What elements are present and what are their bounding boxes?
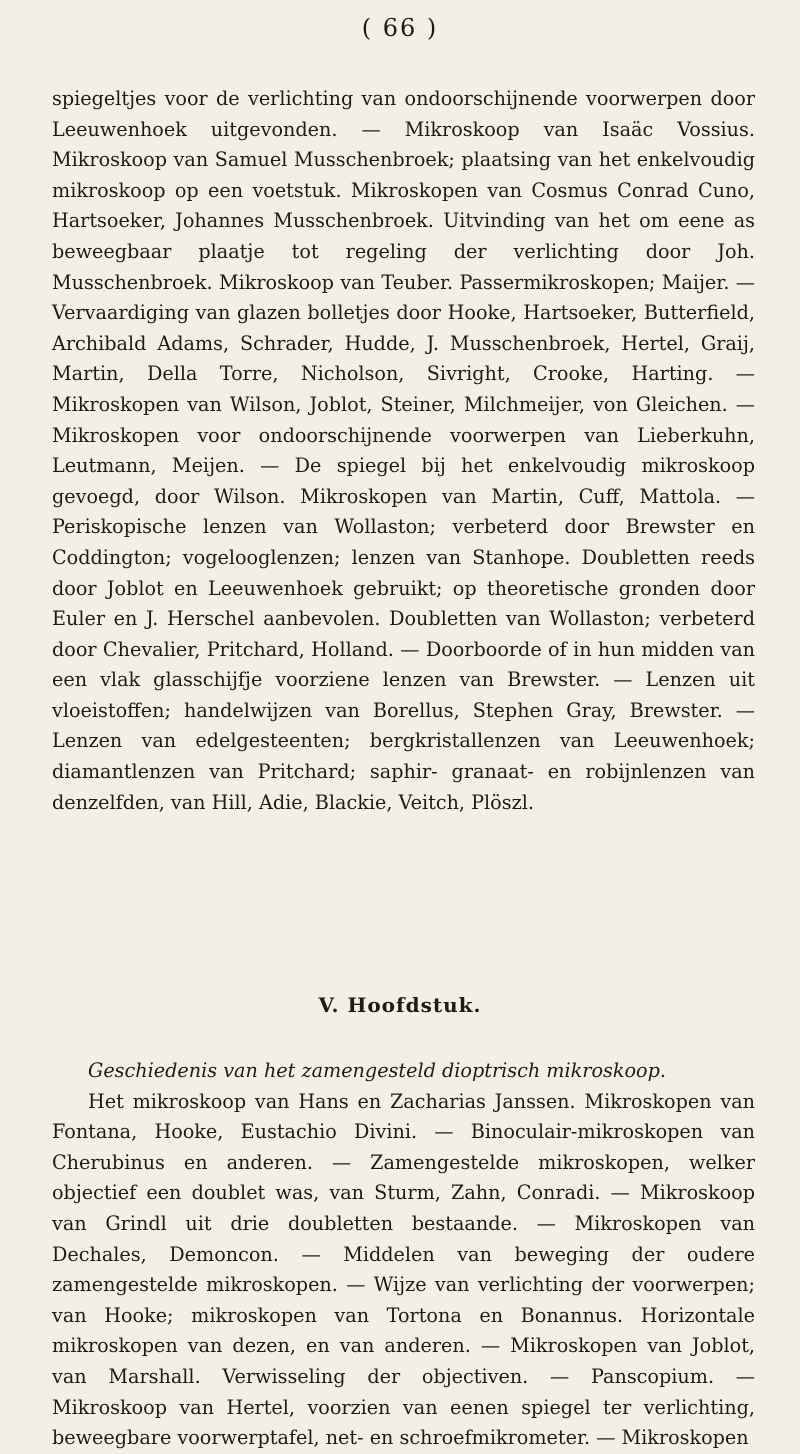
chapter-heading: V. Hoofdstuk.	[318, 993, 482, 1017]
page-number: ( 66 )	[361, 14, 439, 42]
paragraph-2: Het mikroskoop van Hans en Zacharias Janssen. Mikroskopen van Fontana, Hooke, Eustachio Divini. — Binoculair-mikroskopen van Cherubinus en anderen. — Zamengestelde mikroskopen, welker objectief een doublet was, van Sturm, Zahn, Conradi. — Mikroskoop van Grindl uit drie doubletten bestaande. — Mikroskopen van Dechales, Demoncon. — Middelen van beweging der oudere zamengestelde mikroskopen. — Wijze van verlichting der voorwerpen; van Hooke; mikroskopen van Tortona en Bonannus. Horizontale mikroskopen van dezen, en van anderen. — Mikroskopen van Joblot, van Marshall. Verwisseling der objectiven. — Panscopium. — Mikroskoop van Hertel, voorzien van eenen spiegel ter verlichting, beweegbare voorwerptafel, net- en schroefmikrometer. — Mikroskopen	[52, 1089, 755, 1450]
section-title: Geschiedenis van het zamengesteld dioptrisch mikroskoop.	[88, 1059, 666, 1082]
text-block-bottom	[52, 1056, 755, 1454]
paragraph-1: spiegeltjes voor de verlichting van ondoorschijnende voorwerpen door Leeuwenhoek uitgevonden. — Mikroskoop van Isaäc Vossius. Mikroskoop van Samuel Musschenbroek; plaatsing van het enkelvoudig mikroskoop op een voetstuk. Mikroskopen van Cosmus Conrad Cuno, Hartsoeker, Johannes Musschenbroek. Uitvinding van het om eene as beweegbaar plaatje tot regeling der verlichting door Joh. Musschenbroek. Mikroskoop van Teuber. Passermikroskopen; Maijer. — Vervaardiging van glazen bolletjes door Hooke, Hartsoeker, Butterfield, Archibald Adams, Schrader, Hudde, J. Musschenbroek, Hertel, Graij, Martin, Della Torre, Nicholson, Sivright, Crooke, Harting. — Mikroskopen van Wilson, Joblot, Steiner, Milchmeijer, von Gleichen. — Mikroskopen voor ondoorschijnende voorwerpen van Lieberkuhn, Leutmann, Meijen. — De spiegel bij het enkelvoudig mikroskoop gevoegd, door Wilson. Mikroskopen van Martin, Cuff, Mattola. — Periskopische lenzen van Wollaston; verbeterd door Brewster en Coddington; vogelooglenzen; lenzen van Stanhope. Doubletten reeds door Joblot en Leeuwenhoek gebruikt; op theoretische gronden door Euler en J. Herschel aanbevolen. Doubletten van Wollaston; verbeterd door Chevalier, Pritchard, Holland. — Doorboorde of in hun midden van een vlak glasschijfje voorziene lenzen van Brewster. — Lenzen uit vloeistoffen; handelwijzen van Borellus, Stephen Gray, Brewster. — Lenzen van edelgesteenten; bergkristallenzen van Leeuwenhoek; diamantlenzen van Pritchard; saphir- granaat- en robijnlenzen van denzelfden, van Hill, Adie, Blackie, Veitch, Plöszl.	[52, 87, 755, 814]
text-block-top	[52, 84, 755, 818]
